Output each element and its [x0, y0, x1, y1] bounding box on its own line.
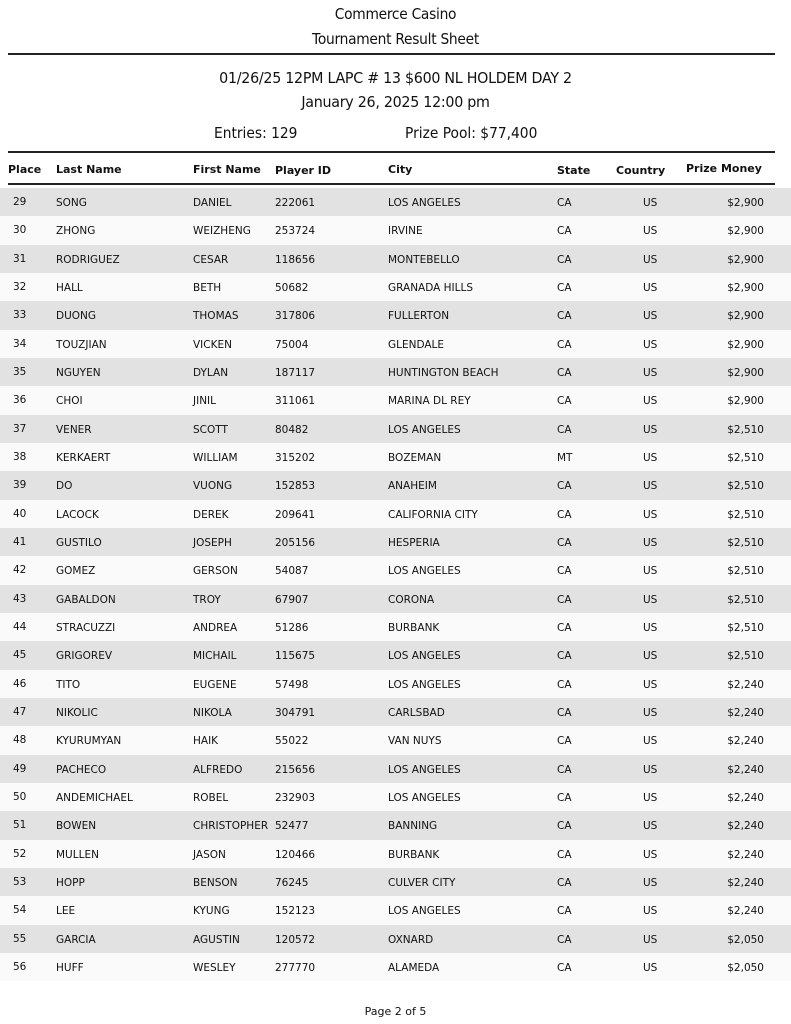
cell-first-name: JOSEPH	[193, 536, 232, 549]
cell-player-id: 120466	[275, 848, 316, 861]
cell-country: US	[643, 536, 658, 549]
cell-city: CORONA	[388, 593, 435, 606]
table-row	[0, 358, 791, 386]
cell-player-id: 277770	[275, 961, 316, 974]
divider	[8, 151, 775, 153]
cell-last-name: BOWEN	[56, 820, 97, 833]
cell-state: CA	[557, 735, 572, 748]
cell-first-name: HAIK	[193, 735, 219, 748]
col-player-id: Player ID	[275, 164, 332, 177]
cell-first-name: AGUSTIN	[193, 933, 240, 946]
cell-country: US	[643, 366, 658, 379]
cell-last-name: SONG	[56, 197, 87, 209]
table-row	[0, 443, 791, 471]
cell-state: CA	[557, 961, 572, 974]
cell-place: 34	[13, 337, 27, 350]
cell-country: US	[643, 706, 658, 719]
entries-count: Entries: 129	[214, 124, 298, 142]
cell-country: US	[643, 933, 658, 946]
cell-place: 48	[13, 734, 27, 747]
org-name: Commerce Casino	[334, 5, 457, 23]
table-row	[0, 840, 791, 868]
cell-place: 42	[13, 564, 27, 577]
cell-city: GRANADA HILLS	[388, 281, 474, 294]
table-row	[0, 783, 791, 811]
cell-last-name: GARCIA	[56, 933, 96, 946]
cell-prize-money: $2,510	[727, 650, 764, 663]
table-row	[0, 953, 791, 981]
cell-last-name: HALL	[56, 281, 83, 294]
cell-last-name: ZHONG	[56, 225, 96, 238]
table-row	[0, 670, 791, 698]
cell-last-name: RODRIGUEZ	[56, 253, 120, 266]
cell-prize-money: $2,510	[727, 621, 764, 634]
cell-prize-money: $2,510	[727, 451, 764, 464]
cell-place: 35	[13, 365, 27, 378]
cell-place: 45	[13, 649, 27, 662]
cell-country: US	[643, 650, 658, 663]
cell-city: HESPERIA	[388, 536, 440, 549]
cell-last-name: LEE	[56, 905, 76, 918]
table-row	[0, 471, 791, 499]
col-place: Place	[8, 163, 42, 176]
cell-place: 29	[13, 196, 27, 208]
cell-city: LOS ANGELES	[388, 423, 461, 436]
cell-state: CA	[557, 933, 572, 946]
cell-state: CA	[557, 848, 572, 861]
cell-player-id: 51286	[275, 621, 309, 634]
divider	[8, 183, 775, 185]
cell-state: CA	[557, 197, 572, 209]
cell-last-name: LACOCK	[56, 508, 99, 521]
cell-state: CA	[557, 905, 572, 918]
cell-player-id: 80482	[275, 423, 309, 436]
cell-first-name: JASON	[193, 848, 226, 861]
cell-prize-money: $2,240	[727, 735, 764, 748]
cell-country: US	[643, 820, 658, 833]
table-row	[0, 216, 791, 244]
cell-country: US	[643, 310, 658, 323]
cell-city: CULVER CITY	[388, 876, 456, 889]
cell-state: CA	[557, 621, 572, 634]
cell-first-name: TROY	[193, 593, 221, 606]
cell-player-id: 152123	[275, 905, 316, 918]
cell-first-name: WILLIAM	[193, 451, 238, 464]
table-row	[0, 811, 791, 839]
cell-place: 30	[13, 224, 27, 237]
cell-place: 52	[13, 847, 27, 860]
cell-state: CA	[557, 253, 572, 266]
cell-city: LOS ANGELES	[388, 565, 461, 578]
cell-player-id: 120572	[275, 933, 316, 946]
cell-state: CA	[557, 820, 572, 833]
cell-country: US	[643, 423, 658, 436]
cell-player-id: 55022	[275, 735, 309, 748]
cell-country: US	[643, 791, 658, 804]
cell-place: 47	[13, 705, 27, 718]
cell-place: 41	[13, 535, 27, 548]
cell-state: CA	[557, 763, 572, 776]
cell-country: US	[643, 197, 658, 209]
cell-player-id: 253724	[275, 225, 316, 238]
table-row	[0, 528, 791, 556]
col-city: City	[388, 163, 413, 176]
cell-city: MONTEBELLO	[388, 253, 460, 266]
cell-last-name: DO	[56, 480, 73, 493]
cell-prize-money: $2,900	[727, 338, 764, 351]
cell-last-name: NIKOLIC	[56, 706, 98, 719]
table-row	[0, 273, 791, 301]
cell-prize-money: $2,510	[727, 508, 764, 521]
cell-last-name: TITO	[56, 678, 81, 691]
cell-last-name: STRACUZZI	[56, 621, 116, 634]
cell-prize-money: $2,050	[727, 961, 764, 974]
cell-last-name: VENER	[56, 423, 92, 436]
cell-place: 53	[13, 875, 27, 888]
cell-prize-money: $2,240	[727, 848, 764, 861]
cell-last-name: HUFF	[56, 961, 84, 974]
table-row	[0, 188, 791, 216]
cell-first-name: VICKEN	[193, 338, 232, 351]
cell-city: OXNARD	[388, 933, 434, 946]
cell-place: 33	[13, 309, 27, 322]
cell-prize-money: $2,240	[727, 820, 764, 833]
cell-country: US	[643, 395, 658, 408]
cell-last-name: GRIGOREV	[56, 650, 113, 663]
table-row	[0, 755, 791, 783]
cell-state: CA	[557, 791, 572, 804]
cell-prize-money: $2,900	[727, 310, 764, 323]
table-row	[0, 613, 791, 641]
cell-place: 55	[13, 932, 27, 945]
cell-city: GLENDALE	[388, 338, 445, 351]
cell-player-id: 304791	[275, 706, 316, 719]
col-prize-money: Prize Money	[686, 162, 762, 175]
cell-place: 40	[13, 507, 27, 520]
cell-player-id: 311061	[275, 395, 316, 408]
cell-city: VAN NUYS	[388, 735, 442, 748]
cell-player-id: 209641	[275, 508, 316, 521]
cell-first-name: JINIL	[193, 395, 216, 408]
cell-last-name: KYURUMYAN	[56, 735, 122, 748]
event-datetime: January 26, 2025 12:00 pm	[301, 93, 490, 111]
cell-state: CA	[557, 480, 572, 493]
cell-first-name: ANDREA	[193, 621, 238, 634]
cell-last-name: DUONG	[56, 310, 97, 323]
cell-prize-money: $2,510	[727, 536, 764, 549]
cell-city: HUNTINGTON BEACH	[388, 366, 499, 379]
cell-first-name: WESLEY	[193, 961, 236, 974]
cell-player-id: 187117	[275, 366, 316, 379]
cell-prize-money: $2,240	[727, 791, 764, 804]
cell-place: 50	[13, 790, 27, 803]
cell-player-id: 222061	[275, 197, 316, 209]
cell-player-id: 57498	[275, 678, 309, 691]
cell-last-name: ANDEMICHAEL	[56, 791, 133, 804]
cell-prize-money: $2,900	[727, 366, 764, 379]
cell-last-name: MULLEN	[56, 848, 99, 861]
cell-place: 51	[13, 819, 27, 832]
table-row	[0, 868, 791, 896]
cell-prize-money: $2,900	[727, 225, 764, 238]
cell-prize-money: $2,240	[727, 678, 764, 691]
cell-player-id: 52477	[275, 820, 309, 833]
divider	[8, 53, 775, 55]
cell-place: 39	[13, 479, 27, 492]
col-last-name: Last Name	[56, 163, 122, 176]
cell-prize-money: $2,900	[727, 253, 764, 266]
cell-country: US	[643, 763, 658, 776]
cell-place: 37	[13, 422, 27, 435]
cell-prize-money: $2,510	[727, 480, 764, 493]
cell-prize-money: $2,240	[727, 763, 764, 776]
cell-player-id: 215656	[275, 763, 316, 776]
prize-pool: Prize Pool: $77,400	[405, 124, 538, 142]
col-state: State	[557, 164, 591, 177]
cell-state: CA	[557, 310, 572, 323]
cell-first-name: DEREK	[193, 508, 229, 521]
cell-city: CALIFORNIA CITY	[388, 508, 478, 521]
cell-first-name: CHRISTOPHER	[193, 820, 269, 833]
cell-state: CA	[557, 593, 572, 606]
cell-city: BURBANK	[388, 621, 440, 634]
cell-place: 38	[13, 450, 27, 463]
cell-state: CA	[557, 536, 572, 549]
cell-country: US	[643, 621, 658, 634]
results-table-body	[0, 188, 791, 981]
cell-player-id: 118656	[275, 253, 316, 266]
table-row	[0, 896, 791, 924]
cell-city: LOS ANGELES	[388, 763, 461, 776]
cell-player-id: 317806	[275, 310, 316, 323]
cell-first-name: WEIZHENG	[193, 225, 251, 238]
cell-place: 44	[13, 620, 27, 633]
cell-place: 32	[13, 280, 27, 293]
cell-prize-money: $2,510	[727, 565, 764, 578]
cell-last-name: GOMEZ	[56, 565, 96, 578]
cell-first-name: CESAR	[193, 253, 229, 266]
cell-city: MARINA DL REY	[388, 395, 471, 408]
col-country: Country	[616, 164, 666, 177]
cell-prize-money: $2,510	[727, 423, 764, 436]
cell-prize-money: $2,900	[727, 281, 764, 294]
cell-last-name: CHOI	[56, 395, 83, 408]
cell-first-name: MICHAIL	[193, 650, 237, 663]
cell-prize-money: $2,900	[727, 197, 764, 209]
cell-city: LOS ANGELES	[388, 905, 461, 918]
cell-prize-money: $2,050	[727, 933, 764, 946]
col-first-name: First Name	[193, 163, 261, 176]
cell-state: CA	[557, 225, 572, 238]
cell-first-name: BETH	[193, 281, 222, 294]
cell-place: 46	[13, 677, 27, 690]
cell-prize-money: $2,240	[727, 876, 764, 889]
cell-country: US	[643, 565, 658, 578]
cell-prize-money: $2,510	[727, 593, 764, 606]
cell-country: US	[643, 593, 658, 606]
cell-first-name: DYLAN	[193, 366, 229, 379]
cell-state: CA	[557, 650, 572, 663]
table-row	[0, 698, 791, 726]
cell-player-id: 115675	[275, 650, 316, 663]
cell-first-name: ROBEL	[193, 791, 229, 804]
cell-country: US	[643, 905, 658, 918]
cell-prize-money: $2,240	[727, 905, 764, 918]
cell-state: CA	[557, 678, 572, 691]
table-row	[0, 726, 791, 754]
cell-country: US	[643, 678, 658, 691]
cell-player-id: 54087	[275, 565, 309, 578]
cell-first-name: ALFREDO	[193, 763, 243, 776]
cell-city: LOS ANGELES	[388, 791, 461, 804]
cell-state: CA	[557, 395, 572, 408]
cell-state: CA	[557, 338, 572, 351]
cell-city: ANAHEIM	[388, 480, 437, 493]
cell-country: US	[643, 225, 658, 238]
table-row	[0, 386, 791, 414]
table-row	[0, 301, 791, 329]
table-row	[0, 330, 791, 358]
cell-last-name: NGUYEN	[56, 366, 101, 379]
cell-country: US	[643, 451, 658, 464]
cell-city: BANNING	[388, 820, 438, 833]
cell-state: CA	[557, 876, 572, 889]
cell-city: BURBANK	[388, 848, 440, 861]
cell-first-name: EUGENE	[193, 678, 237, 691]
cell-last-name: TOUZJIAN	[56, 338, 107, 351]
cell-first-name: DANIEL	[193, 197, 232, 209]
cell-place: 31	[13, 252, 27, 265]
cell-city: ALAMEDA	[388, 961, 440, 974]
cell-city: FULLERTON	[388, 310, 450, 323]
cell-state: CA	[557, 508, 572, 521]
cell-city: LOS ANGELES	[388, 197, 461, 209]
cell-prize-money: $2,240	[727, 706, 764, 719]
cell-place: 43	[13, 592, 27, 605]
cell-state: CA	[557, 706, 572, 719]
table-row	[0, 556, 791, 584]
table-row	[0, 925, 791, 953]
cell-state: MT	[557, 451, 573, 464]
cell-player-id: 67907	[275, 593, 309, 606]
event-title: 01/26/25 12PM LAPC # 13 $600 NL HOLDEM DAY 2	[219, 69, 572, 87]
cell-player-id: 50682	[275, 281, 309, 294]
cell-last-name: GABALDON	[56, 593, 116, 606]
table-row	[0, 245, 791, 273]
cell-country: US	[643, 281, 658, 294]
cell-player-id: 75004	[275, 338, 309, 351]
table-row	[0, 641, 791, 669]
cell-country: US	[643, 848, 658, 861]
cell-country: US	[643, 735, 658, 748]
cell-city: LOS ANGELES	[388, 650, 461, 663]
cell-place: 36	[13, 394, 27, 407]
cell-country: US	[643, 480, 658, 493]
cell-last-name: KERKAERT	[56, 451, 111, 464]
cell-player-id: 205156	[275, 536, 316, 549]
cell-city: IRVINE	[388, 225, 423, 238]
cell-place: 54	[13, 904, 27, 917]
cell-player-id: 232903	[275, 791, 316, 804]
cell-first-name: VUONG	[193, 480, 233, 493]
cell-country: US	[643, 961, 658, 974]
cell-city: CARLSBAD	[388, 706, 445, 719]
cell-last-name: PACHECO	[56, 763, 107, 776]
cell-first-name: KYUNG	[193, 905, 230, 918]
cell-state: CA	[557, 565, 572, 578]
cell-first-name: THOMAS	[193, 310, 239, 323]
table-row	[0, 500, 791, 528]
cell-city: LOS ANGELES	[388, 678, 461, 691]
sheet-title: Tournament Result Sheet	[312, 30, 479, 48]
cell-first-name: SCOTT	[193, 423, 228, 436]
cell-state: CA	[557, 366, 572, 379]
cell-country: US	[643, 338, 658, 351]
page-number: Page 2 of 5	[364, 1005, 427, 1018]
cell-player-id: 152853	[275, 480, 316, 493]
cell-country: US	[643, 876, 658, 889]
cell-state: CA	[557, 281, 572, 294]
cell-last-name: GUSTILO	[56, 536, 102, 549]
cell-country: US	[643, 253, 658, 266]
cell-place: 56	[13, 960, 27, 973]
cell-last-name: HOPP	[56, 876, 85, 889]
cell-place: 49	[13, 762, 27, 775]
table-row	[0, 415, 791, 443]
cell-player-id: 315202	[275, 451, 316, 464]
cell-country: US	[643, 508, 658, 521]
cell-first-name: NIKOLA	[193, 706, 232, 719]
cell-player-id: 76245	[275, 876, 309, 889]
cell-prize-money: $2,900	[727, 395, 764, 408]
table-row	[0, 585, 791, 613]
cell-first-name: GERSON	[193, 565, 238, 578]
cell-state: CA	[557, 423, 572, 436]
cell-city: BOZEMAN	[388, 451, 442, 464]
cell-first-name: BENSON	[193, 876, 238, 889]
